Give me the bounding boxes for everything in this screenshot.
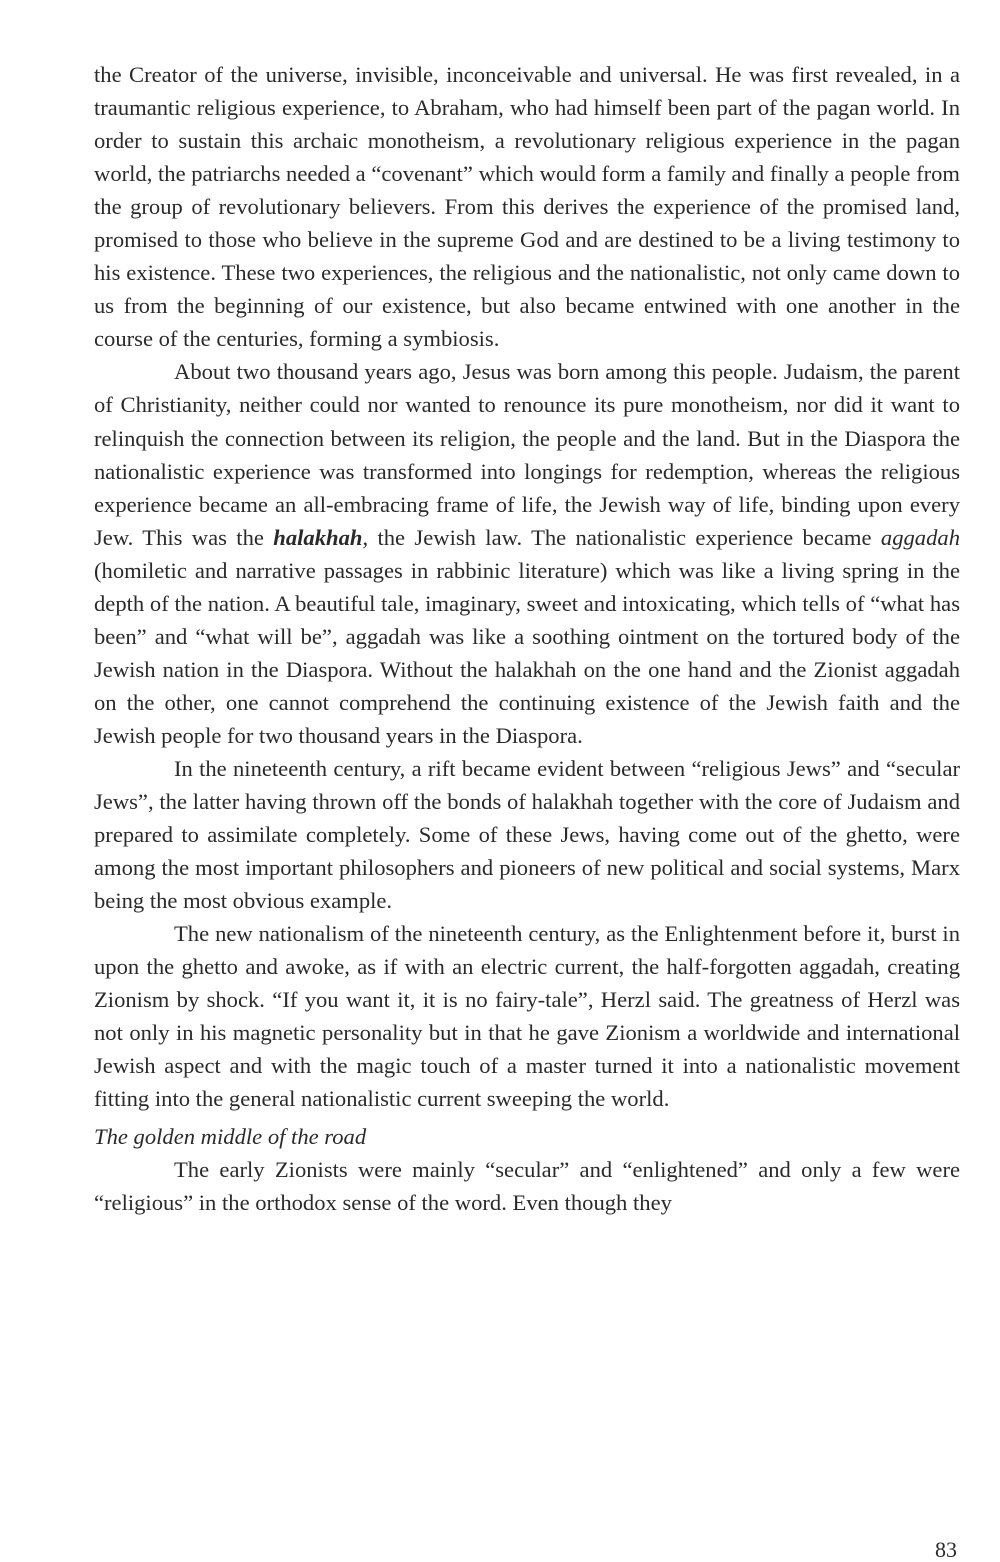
- paragraph-creator: the Creator of the universe, invisible, inconceivable and universal. He was first revealed, in a traumantic religious experience, to Abraham, who had himself been part of the pagan world. In order to sustain this archaic monotheism, a revolutionary religious experience in the pagan world, the patriarchs needed a “covenant” which would form a family and finally a people from the group of revolutionary believers. From this derives the experience of the promised land, promised to those who believe in the supreme God and are destined to be a living testimony to his existence. These two experiences, the religious and the nationalistic, not only came down to us from the beginning of our existence, but also became entwined with one another in the course of the centuries, forming a symbiosis.: [94, 62, 960, 352]
- term-aggadah: aggadah: [880, 524, 960, 550]
- paragraph-jesus-judaism: [94, 355, 960, 752]
- paragraph-early-zionists: The early Zionists were mainly “secular” and “enlightened” and only a few were “religious” in the orthodox sense of the word. Even though they: [94, 1156, 960, 1215]
- section-subheading: The golden middle of the road: [94, 1123, 367, 1149]
- paragraph-new-nationalism: The new nationalism of the nineteenth century, as the Enlightenment before it, burst in upon the ghetto and awoke, as if with an electric current, the half-forgotten aggadah, creating Zionism by shock. “If you want it, it is no fairy-tale”, Herzl said. The greatness of Herzl was not only in his magnetic personality but in that he gave Zionism a worldwide and international Jewish aspect and with the magic touch of a master turned it into a nationalistic movement fitting into the general nationalistic current sweeping the world.: [94, 921, 960, 1112]
- paragraph-text-part: (homiletic and narrative passages in rabbinic literature) which was like a living spring in the depth of the nation. A beautiful tale, imaginary, sweet and intoxicating, which tells of “what has been” and “what will be”, aggadah was like a soothing ointment on the tortured body of the Jewish nation in the Diaspora. Without the halakhah on the one hand and the Zionist aggadah on the other, one cannot comprehend the continuing existence of the Jewish faith and the Jewish people for two thousand years in the Diaspora.: [94, 557, 960, 748]
- paragraph-text-part: About two thousand years ago, Jesus was born among this people. Judaism, the parent of Christianity, neither could nor wanted to renounce its pure monotheism, nor did it want to relinquish the connection between its religion, the people and the land. But in the Diaspora the nationalistic experience was transformed into longings for redemption, whereas the religious experience became an all-embracing frame of life, the Jewish way of life, binding upon every Jew. This was the: [94, 359, 960, 550]
- page-number: 83: [935, 1537, 957, 1562]
- term-halakhah: halakhah: [273, 524, 363, 550]
- paragraph-nineteenth-century: In the nineteenth century, a rift became evident between “religious Jews” and “secular Jews”, the latter having thrown off the bonds of halakhah together with the core of Judaism and prepared to assimilate completely. Some of these Jews, having come out of the ghetto, were among the most important philosophers and pioneers of new political and social systems, Marx being the most obvious example.: [94, 755, 960, 914]
- book-page: [94, 58, 960, 1219]
- paragraph-text-part: , the Jewish law. The nationalistic experience became: [362, 524, 881, 550]
